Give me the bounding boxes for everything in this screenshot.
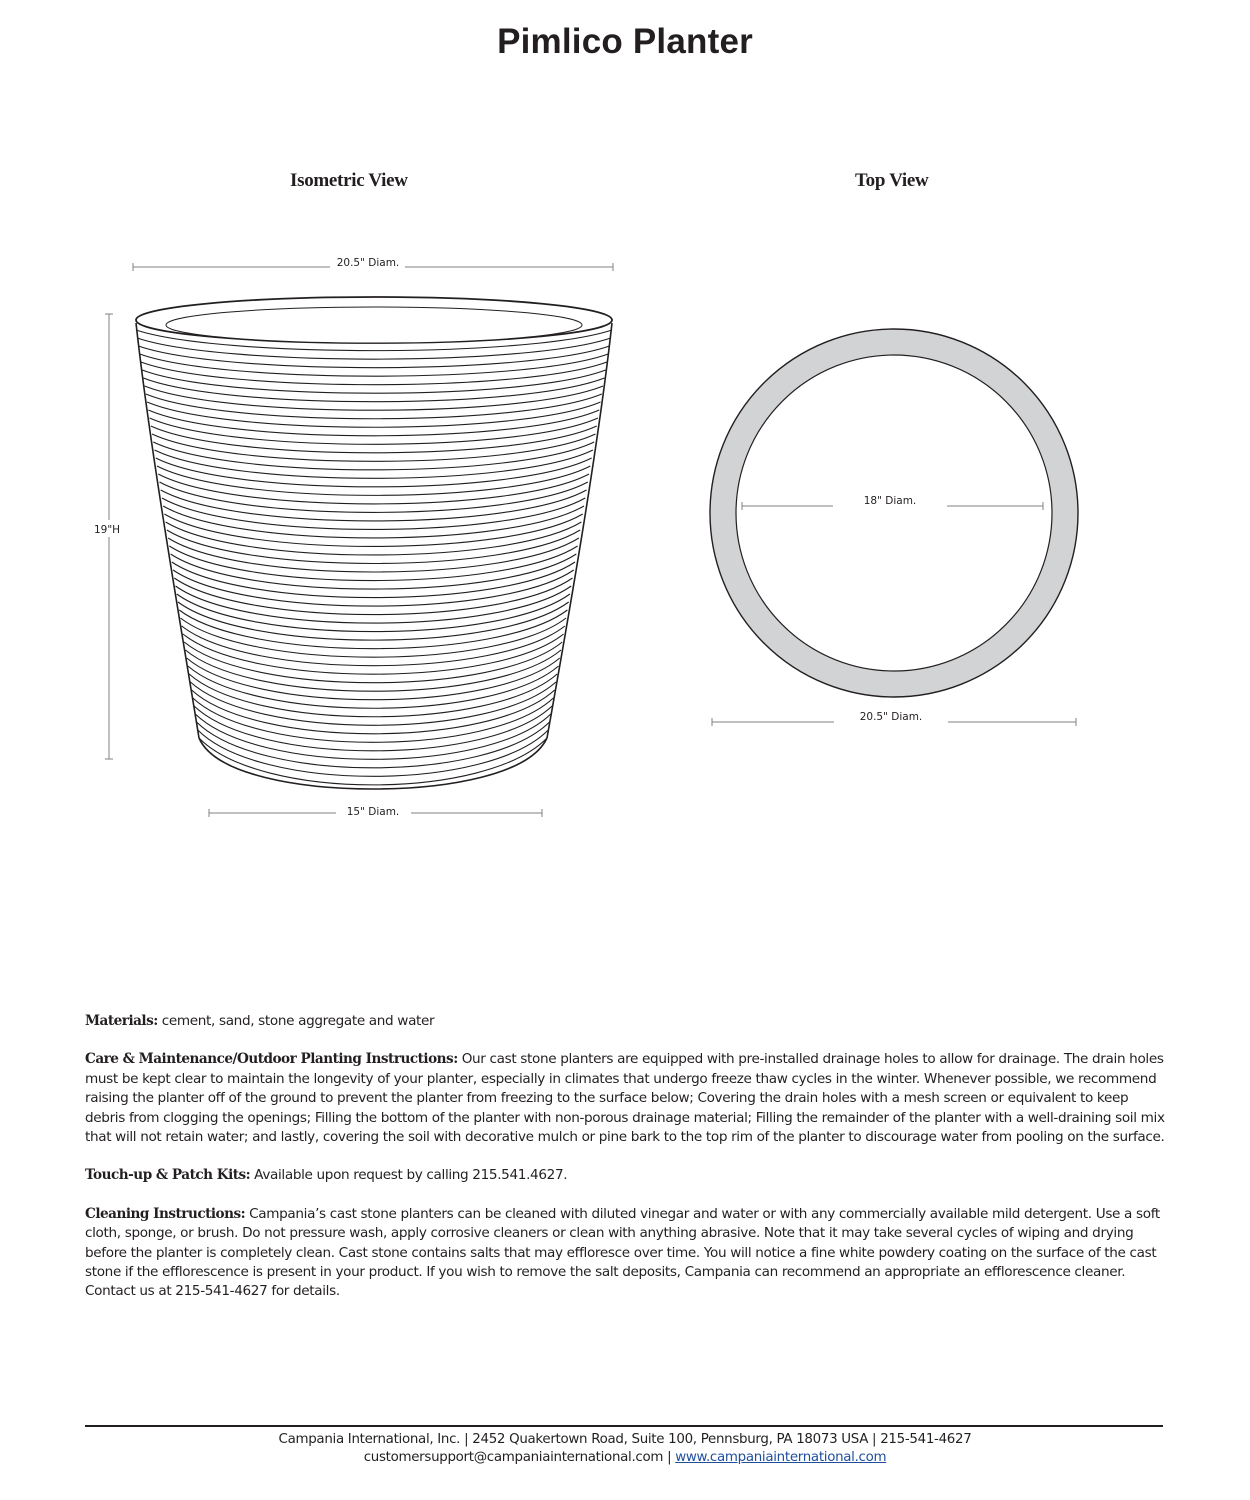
footer-divider <box>85 1425 1163 1427</box>
isometric-view-heading: Isometric View <box>290 170 408 191</box>
touchup-text: Available upon request by calling 215.541.4627. <box>250 1167 568 1184</box>
website-link[interactable]: www.campaniainternational.com <box>675 1450 887 1465</box>
bottom-diameter-label: 15" Diam. <box>346 806 400 818</box>
planter-base <box>199 738 547 789</box>
footer-email: customersupport@campaniainternational.com <box>363 1450 664 1465</box>
materials-heading: Materials: <box>85 1013 158 1029</box>
product-notes <box>85 1012 1165 1321</box>
cleaning-section <box>85 1205 1165 1302</box>
planter-inner-opening-circle <box>736 355 1052 671</box>
isometric-planter-drawing <box>94 257 613 818</box>
cleaning-text: Campania’s cast stone planters can be cleaned with diluted vinegar and water or with any commercially available mild detergent. Use a soft cloth, sponge, or brush. Do not pressure wash, apply corrosive cleaners or clean with anything abrasive. Note that it may take several cycles of wiping and drying before the planter is completely clean. Cast stone contains salts that may effloresce over time. You will notice a fine white powdery coating on the surface of the cast stone if the efflorescence is present in your product. If you wish to remove the salt deposits, Campania can recommend an appropriate an efflorescence cleaner. Contact us at 215-541-4627 for details. <box>85 1205 1160 1300</box>
top-view-drawing <box>710 329 1078 726</box>
planter-ridges <box>136 330 612 785</box>
materials-section <box>85 1012 1165 1031</box>
height-label: 19"H <box>93 524 121 536</box>
outer-diameter-label: 20.5" Diam. <box>859 711 923 723</box>
care-text: Our cast stone planters are equipped with pre-installed drainage holes to allow for drainage. The drain holes must be kept clear to maintain the longevity of your planter, especially in climates that undergo freeze thaw cycles in the winter. Whenever possible, we recommend raising the planter off of the ground to prevent the planter from freezing to the surface below; Covering the drain holes with a mesh screen or equivalent to keep debris from clogging the openings; Filling the bottom of the planter with non-porous drainage material; Filling the remainder of the planter with a well-draining soil mix that will not retain water; and lastly, covering the soil with decorative mulch or pine bark to the top rim of the planter to discourage water from pooling on the surface. <box>85 1051 1165 1146</box>
planter-rim-inner <box>166 307 582 343</box>
inner-diameter-label: 18" Diam. <box>863 495 917 507</box>
footer-contact <box>0 1449 1250 1467</box>
height-dimension <box>105 314 113 759</box>
care-section <box>85 1050 1165 1147</box>
touchup-heading: Touch-up & Patch Kits: <box>85 1167 251 1184</box>
top-diameter-label: 20.5" Diam. <box>336 257 400 269</box>
care-heading: Care & Maintenance/Outdoor Planting Instructions: <box>85 1051 458 1068</box>
top-view-heading: Top View <box>855 170 929 191</box>
footer <box>0 1431 1250 1467</box>
footer-separator: | <box>663 1450 676 1465</box>
cleaning-heading: Cleaning Instructions: <box>85 1205 246 1222</box>
touchup-section <box>85 1166 1165 1185</box>
footer-address: Campania International, Inc. | 2452 Quakertown Road, Suite 100, Pennsburg, PA 18073 USA | 215-541-4627 <box>278 1432 972 1447</box>
materials-text: cement, sand, stone aggregate and water <box>157 1013 435 1029</box>
page-title: Pimlico Planter <box>497 22 753 61</box>
